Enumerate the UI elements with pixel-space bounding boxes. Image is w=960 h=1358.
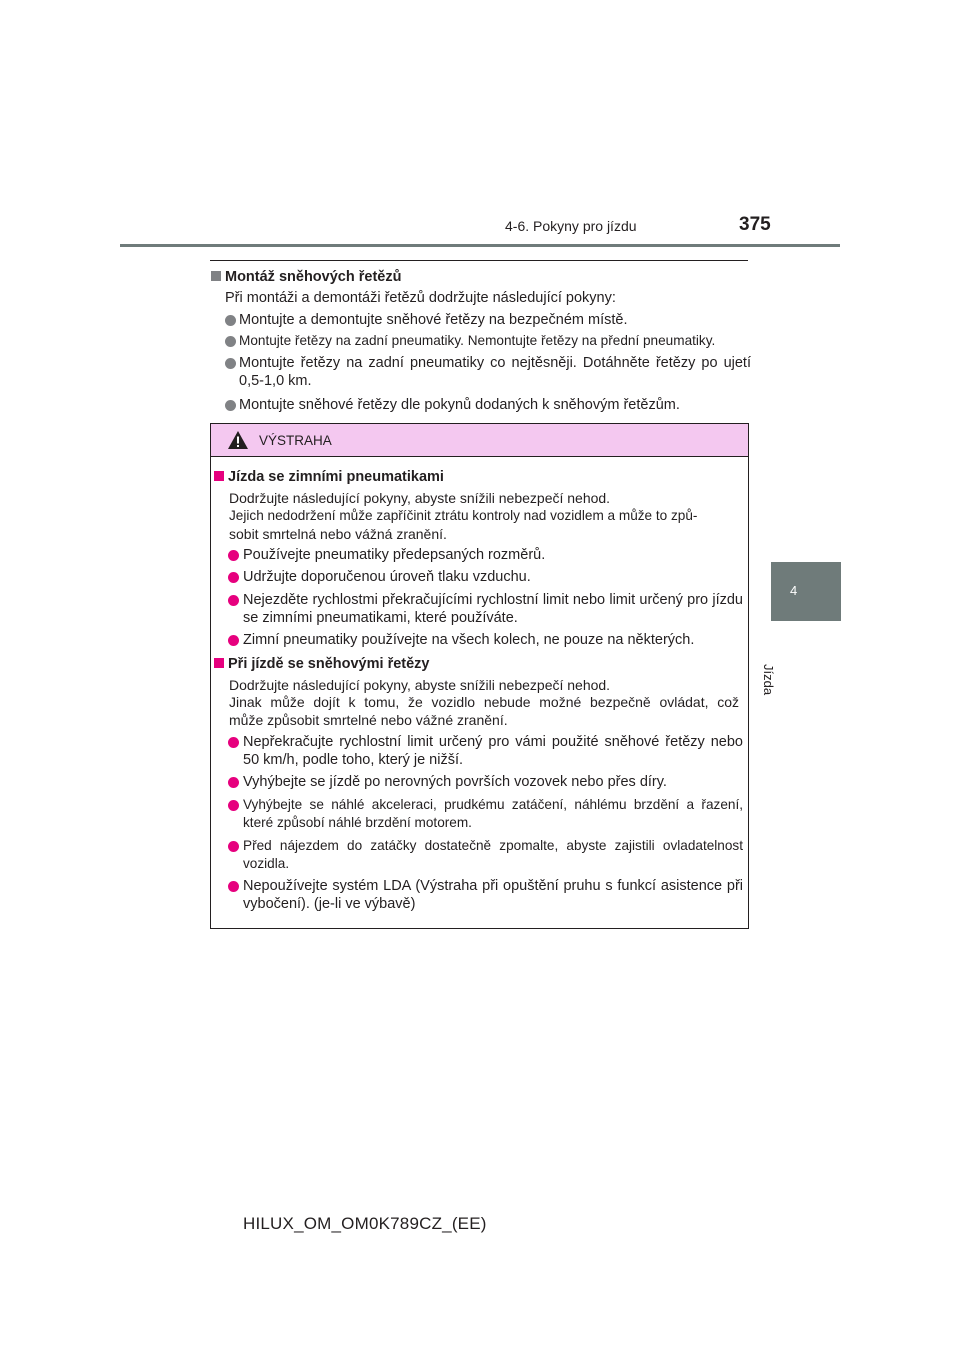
square-bullet-icon: [214, 471, 224, 481]
warning-header: [211, 424, 748, 457]
bullet-dot-icon: [225, 400, 236, 411]
list-item: Zimní pneumatiky používejte na všech kolech, ne pouze na některých.: [243, 632, 695, 648]
chapter-label: Jízda: [761, 664, 776, 696]
snow-chains-driving-heading: Při jízdě se sněhovými řetězy: [214, 655, 429, 673]
snow-chains-intro-2: Jinak může dojít k tomu, že vozidlo nebude možné bezpečně ovládat, což: [229, 694, 739, 710]
winter-tires-intro-3: sobit smrtelná nebo vážná zranění.: [229, 526, 447, 542]
bullet-dot-icon: [228, 550, 239, 561]
list-item: Montujte řetězy na zadní pneumatiky co nejtěsněji. Dotáhněte řetězy po ujetí 0,5-1,0 km.: [239, 355, 751, 389]
bullet-dot-icon: [225, 358, 236, 369]
list-item: Používejte pneumatiky předepsaných rozměrů.: [243, 547, 546, 563]
header-divider: [120, 244, 840, 247]
bullet-dot-icon: [228, 572, 239, 583]
snow-chains-intro: Při montáži a demontáži řetězů dodržujte následující pokyny:: [225, 290, 616, 306]
list-item: Vyhýbejte se náhlé akceleraci, prudkému zatáčení, náhlému brzdění a řazení, které způsobí náhlé brzdění motorem.: [243, 797, 743, 830]
list-item: Nepřekračujte rychlostní limit určený pro vámi použité sněhové řetězy nebo 50 km/h, podle toho, který je nižší.: [243, 734, 743, 768]
list-item: Nejezděte rychlostmi překračujícími rychlostní limit nebo limit určený pro jízdu se zimními pneumatikami, které používáte.: [243, 592, 743, 626]
list-item: Nepoužívejte systém LDA (Výstraha při opuštění pruhu s funkcí asistence při vybočení). (je-li ve výbavě): [243, 878, 743, 912]
bullet-dot-icon: [228, 635, 239, 646]
warning-title: VÝSTRAHA: [259, 433, 332, 448]
bullet-dot-icon: [225, 315, 236, 326]
list-item: Před nájezdem do zatáčky dostatečně zpomalte, abyste zajistili ovladatelnost vozidla.: [243, 838, 743, 871]
list-item: Udržujte doporučenou úroveň tlaku vzduchu.: [243, 569, 531, 585]
list-item: Montujte řetězy na zadní pneumatiky. Nemontujte řetězy na přední pneumatiky.: [239, 333, 716, 348]
list-item: Montujte a demontujte sněhové řetězy na bezpečném místě.: [239, 312, 628, 328]
list-item: Montujte sněhové řetězy dle pokynů dodaných k sněhovým řetězům.: [239, 397, 680, 413]
warning-triangle-icon: [227, 430, 249, 450]
square-bullet-icon: [214, 658, 224, 668]
bullet-dot-icon: [228, 737, 239, 748]
page-number: 375: [739, 214, 771, 235]
bullet-dot-icon: [228, 800, 239, 811]
document-code: HILUX_OM_OM0K789CZ_(EE): [243, 1214, 487, 1233]
bullet-dot-icon: [225, 336, 236, 347]
winter-tires-intro-1: Dodržujte následující pokyny, abyste snížili nebezpečí nehod.: [229, 490, 611, 506]
bullet-dot-icon: [228, 841, 239, 852]
snow-chains-intro-1: Dodržujte následující pokyny, abyste snížili nebezpečí nehod.: [229, 677, 611, 693]
chapter-number: 4: [790, 583, 798, 598]
winter-tires-heading: Jízda se zimními pneumatikami: [214, 468, 444, 486]
chapter-tab: [771, 562, 841, 621]
winter-tires-intro-2: Jejich nedodržení může zapříčinit ztrátu kontroly nad vozidlem a může to způ-: [229, 508, 698, 523]
bullet-dot-icon: [228, 881, 239, 892]
section-divider: [210, 260, 748, 261]
section-title: 4-6. Pokyny pro jízdu: [505, 218, 637, 234]
list-item: Vyhýbejte se jízdě po nerovných površích vozovek nebo přes díry.: [243, 774, 667, 790]
snow-chains-intro-3: může způsobit smrtelné nebo vážné zranění.: [229, 712, 508, 728]
bullet-dot-icon: [228, 595, 239, 606]
square-bullet-icon: [211, 271, 221, 281]
snow-chains-heading: Montáž sněhových řetězů: [211, 268, 401, 286]
bullet-dot-icon: [228, 777, 239, 788]
